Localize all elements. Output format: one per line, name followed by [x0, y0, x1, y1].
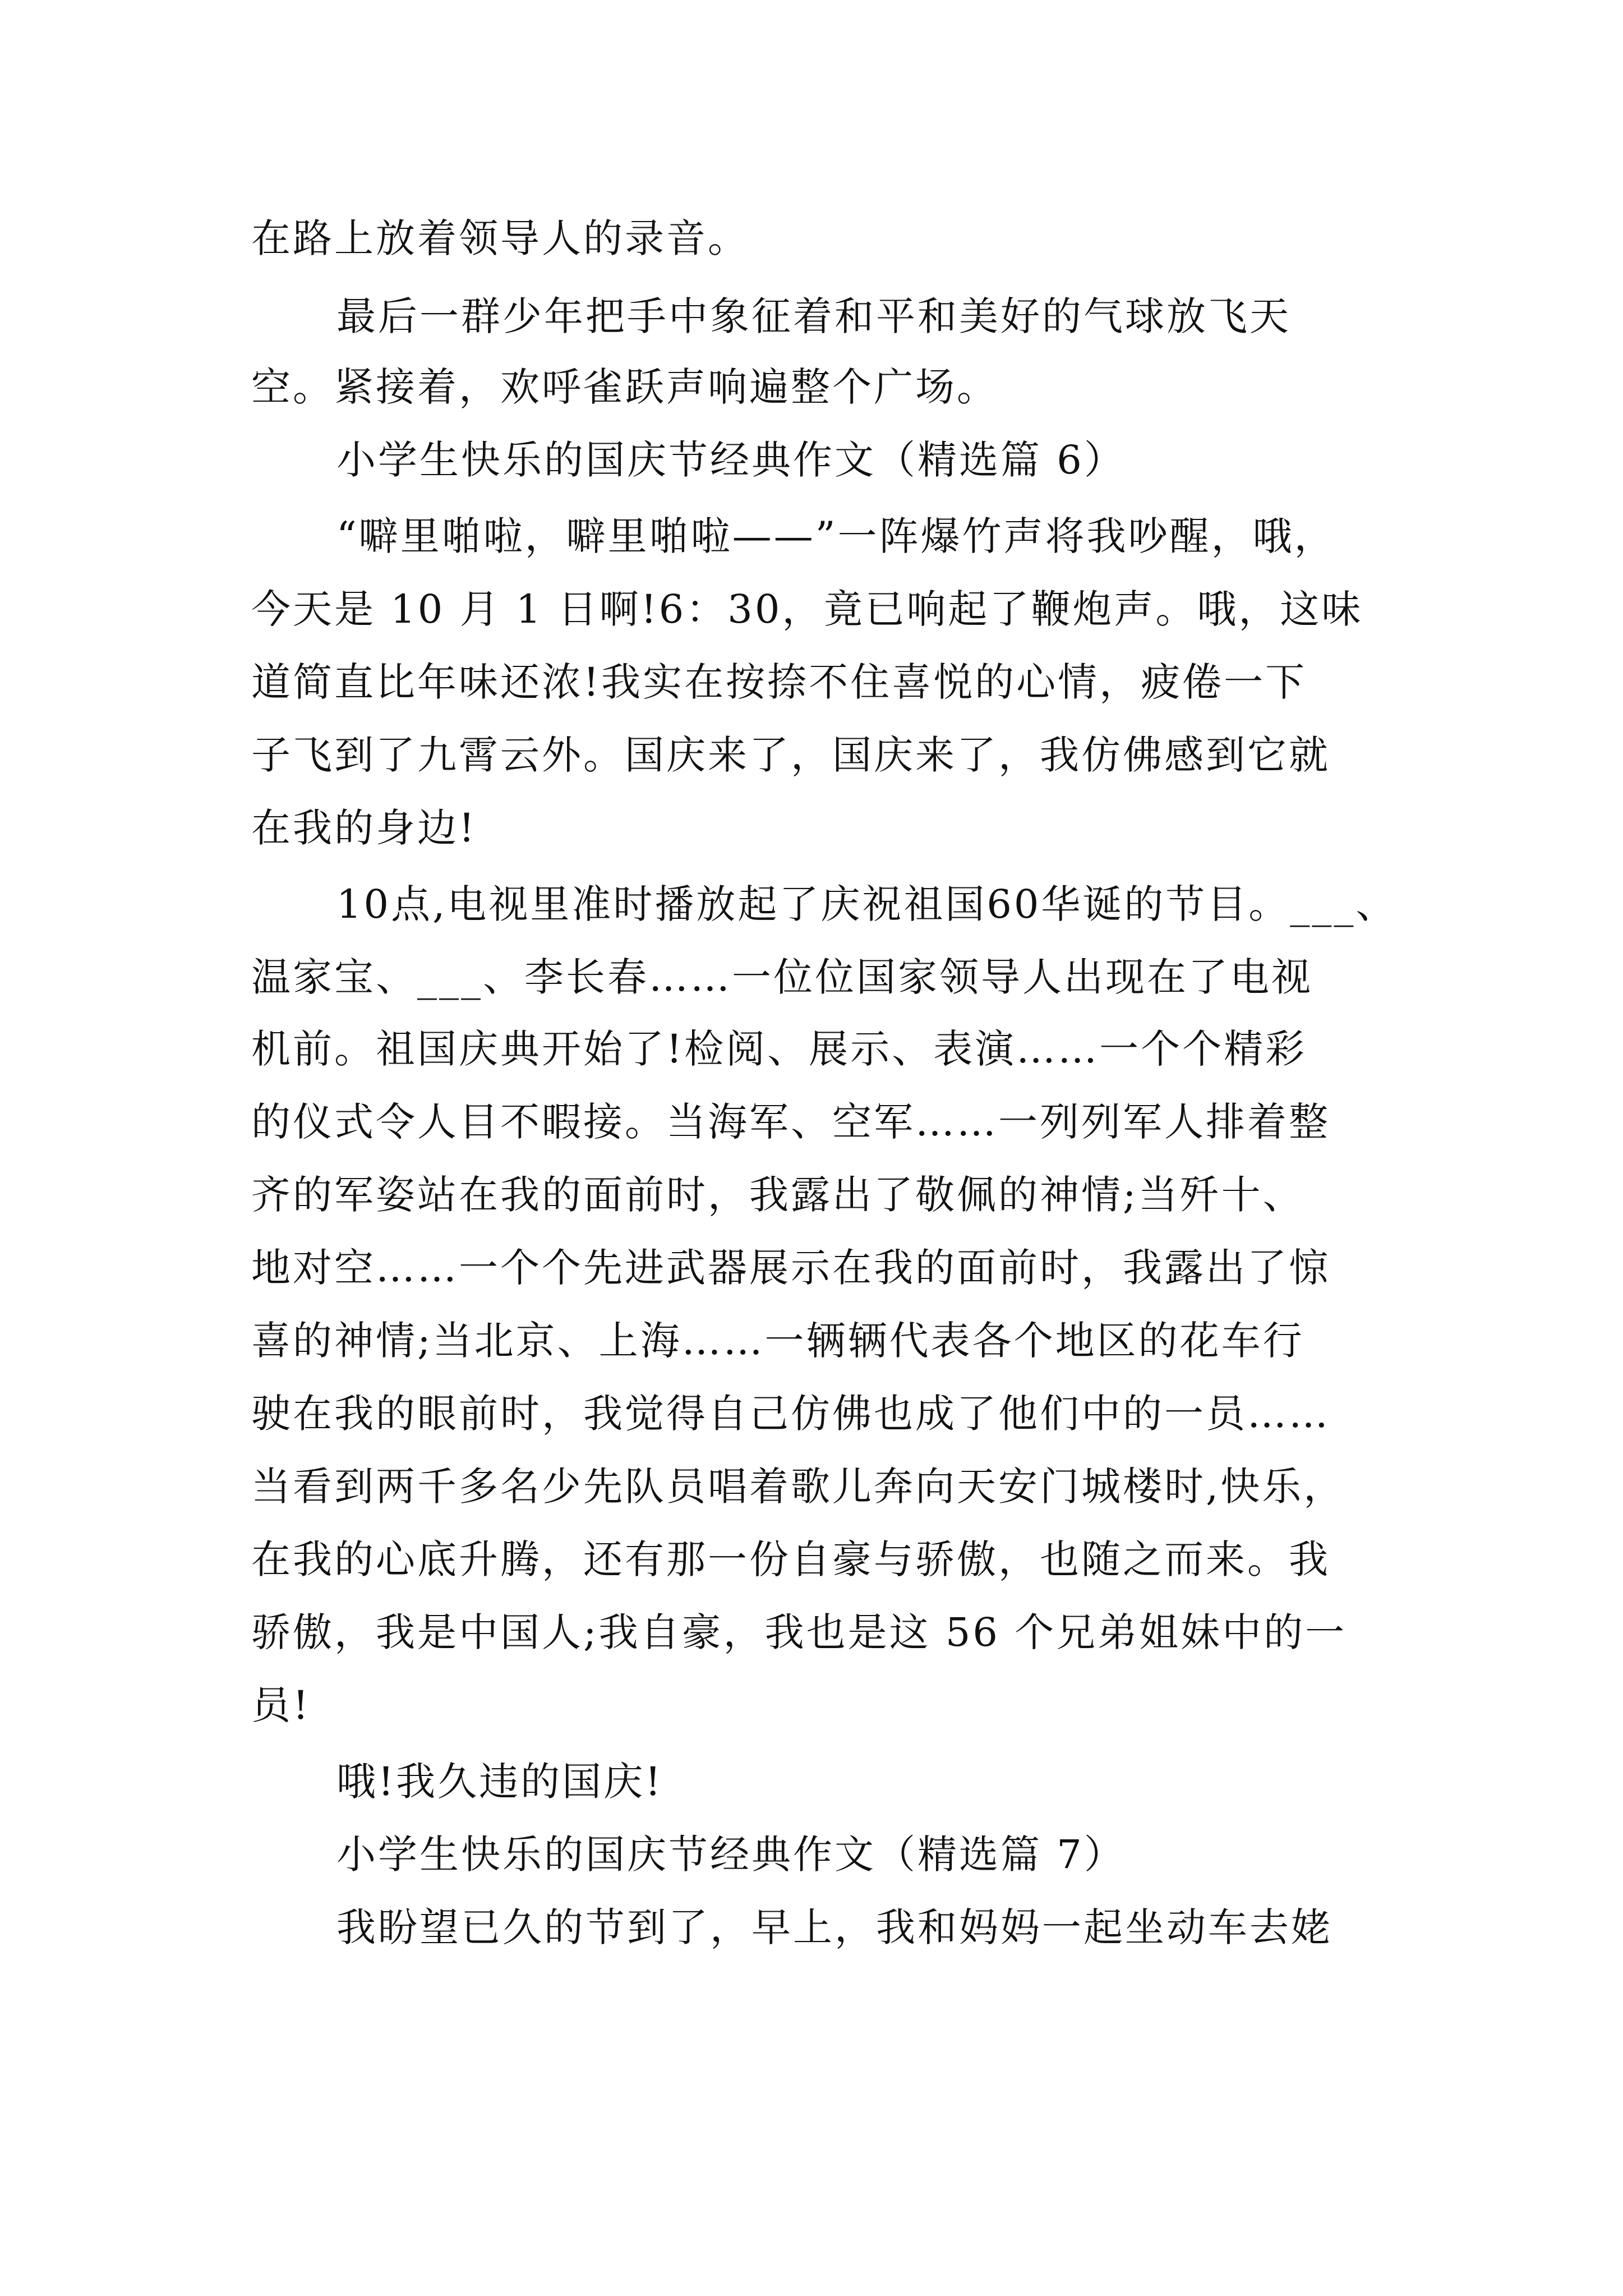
- text-line: “噼里啪啦，噼里啪啦——”一阵爆竹声将我吵醒，哦，: [336, 513, 1336, 559]
- text-line: 喜的神情;当北京、上海……一辆辆代表各个地区的花车行: [251, 1318, 1304, 1364]
- text-line: 道简直比年味还浓!我实在按捺不住喜悦的心情，疲倦一下: [251, 659, 1307, 705]
- text-line: 齐的军姿站在我的面前时，我露出了敬佩的神情;当歼十、: [251, 1172, 1304, 1218]
- section-heading: 小学生快乐的国庆节经典作文（精选篇 7）: [336, 1832, 1126, 1878]
- text-line: 骄傲，我是中国人;我自豪，我也是这 56 个兄弟姐妹中的一: [251, 1609, 1347, 1655]
- section-heading: 小学生快乐的国庆节经典作文（精选篇 6）: [336, 437, 1126, 483]
- text-line: 哦!我久违的国庆!: [336, 1759, 663, 1805]
- text-line: 最后一群少年把手中象征着和平和美好的气球放飞天: [336, 293, 1291, 339]
- text-line: 驶在我的眼前时，我觉得自己仿佛也成了他们中的一员……: [251, 1391, 1330, 1437]
- text-line: 在路上放着领导人的录音。: [251, 215, 749, 261]
- text-line: 在我的心底升腾，还有那一份自豪与骄傲，也随之而来。我: [251, 1536, 1330, 1582]
- text-line: 的仪式令人目不暇接。当海军、空军……一列列军人排着整: [251, 1099, 1330, 1145]
- text-line: 温家宝、___、李长春……一位位国家领导人出现在了电视: [251, 954, 1313, 1000]
- text-line: 10点,电视里准时播放起了庆祝祖国60华诞的节目。___、: [336, 881, 1398, 927]
- text-line: 子飞到了九霄云外。国庆来了，国庆来了，我仿佛感到它就: [251, 732, 1330, 778]
- text-line: 机前。祖国庆典开始了!检阅、展示、表演……一个个精彩: [251, 1026, 1307, 1072]
- text-line: 我盼望已久的节到了，早上，我和妈妈一起坐动车去姥: [336, 1904, 1332, 1950]
- text-line: 地对空……一个个先进武器展示在我的面前时，我露出了惊: [251, 1245, 1330, 1291]
- text-line: 在我的身边!: [251, 805, 477, 851]
- text-line: 当看到两千多名少先队员唱着歌儿奔向天安门城楼时,快乐，: [251, 1464, 1345, 1510]
- text-line: 员!: [251, 1682, 311, 1728]
- text-line: 今天是 10 月 1 日啊!6：30，竟已响起了鞭炮声。哦，这味: [251, 586, 1363, 632]
- text-line: 空。紧接着，欢呼雀跃声响遍整个广场。: [251, 364, 998, 410]
